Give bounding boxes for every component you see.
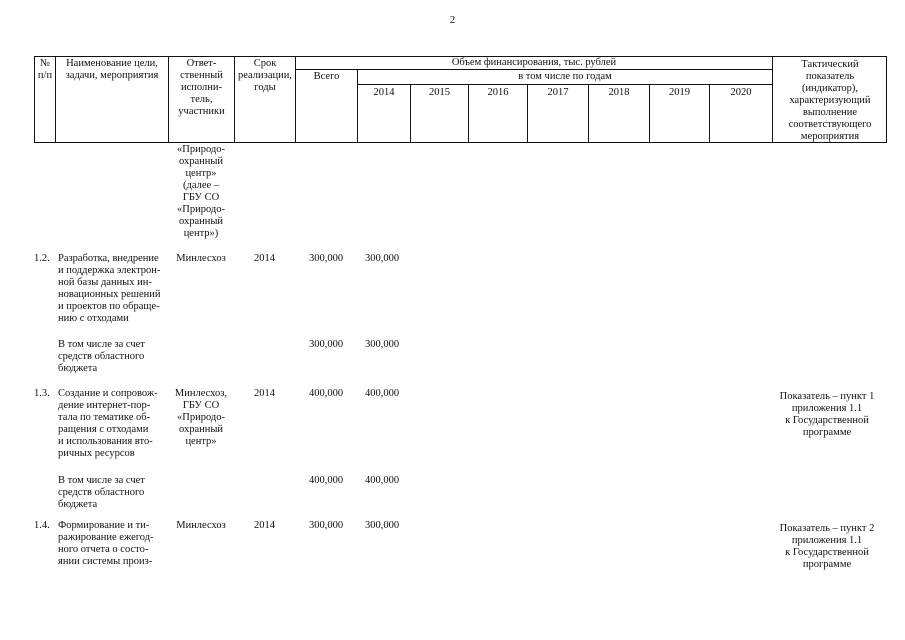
row-1-4-name: Формирование и ти- ражирование ежегод- ного отчета о состо- янии системы произ-: [58, 520, 154, 567]
row-1-2-budget-name: В том числе за счет средств областного бюджета: [58, 339, 145, 374]
header-year-2018: 2018: [608, 87, 630, 98]
page-number: 2: [449, 14, 456, 26]
header-total: Всего: [313, 71, 340, 82]
header-by-years: в том числе по годам: [518, 71, 612, 82]
row-1-2-num: 1.2.: [34, 253, 50, 264]
row-1-2-2014: 300,000: [364, 253, 400, 264]
row-1-4-term: 2014: [254, 520, 275, 531]
header-term: Срок реализации, годы: [238, 58, 292, 93]
row-1-2-budget-total: 300,000: [308, 339, 344, 350]
row-1-3-indicator: Показатель – пункт 1 приложения 1.1 к Государственной программе: [779, 391, 875, 438]
header-year-2019: 2019: [669, 87, 690, 98]
row-1-4-responsible: Минлесхоз: [176, 520, 226, 531]
header-year-2017: 2017: [547, 87, 569, 98]
row-1-3-term: 2014: [254, 388, 275, 399]
row-1-3-responsible: Минлесхоз, ГБУ СО «Природо- охранный центр»: [174, 388, 228, 447]
row-1-2-responsible: Минлесхоз: [176, 253, 226, 264]
row-1-4-num: 1.4.: [34, 520, 50, 531]
header-year-2014: 2014: [373, 87, 395, 98]
row-1-2-budget-2014: 300,000: [364, 339, 400, 350]
row-1-3-num: 1.3.: [34, 388, 50, 399]
row-1-3-name: Создание и сопровож- дение интернет-пор- тала по тематике об- ращения с отходами и использования вто- ричных ресурсов: [58, 388, 158, 459]
header-indicator: Тактический показатель (индикатор), характеризующий выполнение соответствующего мероприятия: [788, 59, 872, 142]
row-1-3-budget-2014: 400,000: [364, 475, 400, 486]
row-1-4-2014: 300,000: [364, 520, 400, 531]
header-name: Наименование цели, задачи, мероприятия: [65, 58, 159, 81]
row-1-3-total: 400,000: [308, 388, 344, 399]
row-1-3-budget-total: 400,000: [308, 475, 344, 486]
row-1-4-total: 300,000: [308, 520, 344, 531]
header-year-2016: 2016: [487, 87, 509, 98]
row-1-2-name: Разработка, внедрение и поддержка электрон- ной базы данных ин- новационных решений и проектов по обраще- нию с отходами: [58, 253, 161, 324]
row-1-2-total: 300,000: [308, 253, 344, 264]
row-1-4-indicator: Показатель – пункт 2 приложения 1.1 к Государственной программе: [779, 523, 875, 570]
header-year-2020: 2020: [730, 87, 752, 98]
row-1-3-2014: 400,000: [364, 388, 400, 399]
table-header: [34, 56, 887, 143]
row-1-3-budget-name: В том числе за счет средств областного бюджета: [58, 475, 145, 510]
row-1-2-term: 2014: [254, 253, 275, 264]
header-responsible: Ответ- ственный исполни- тель, участники: [178, 58, 225, 117]
continued-responsible: «Природо- охранный центр» (далее – ГБУ СО «Природо- охранный центр»): [177, 144, 225, 239]
header-num: № п/п: [37, 58, 53, 81]
header-year-2015: 2015: [429, 87, 450, 98]
header-funding: Объем финансирования, тыс. рублей: [451, 57, 617, 68]
